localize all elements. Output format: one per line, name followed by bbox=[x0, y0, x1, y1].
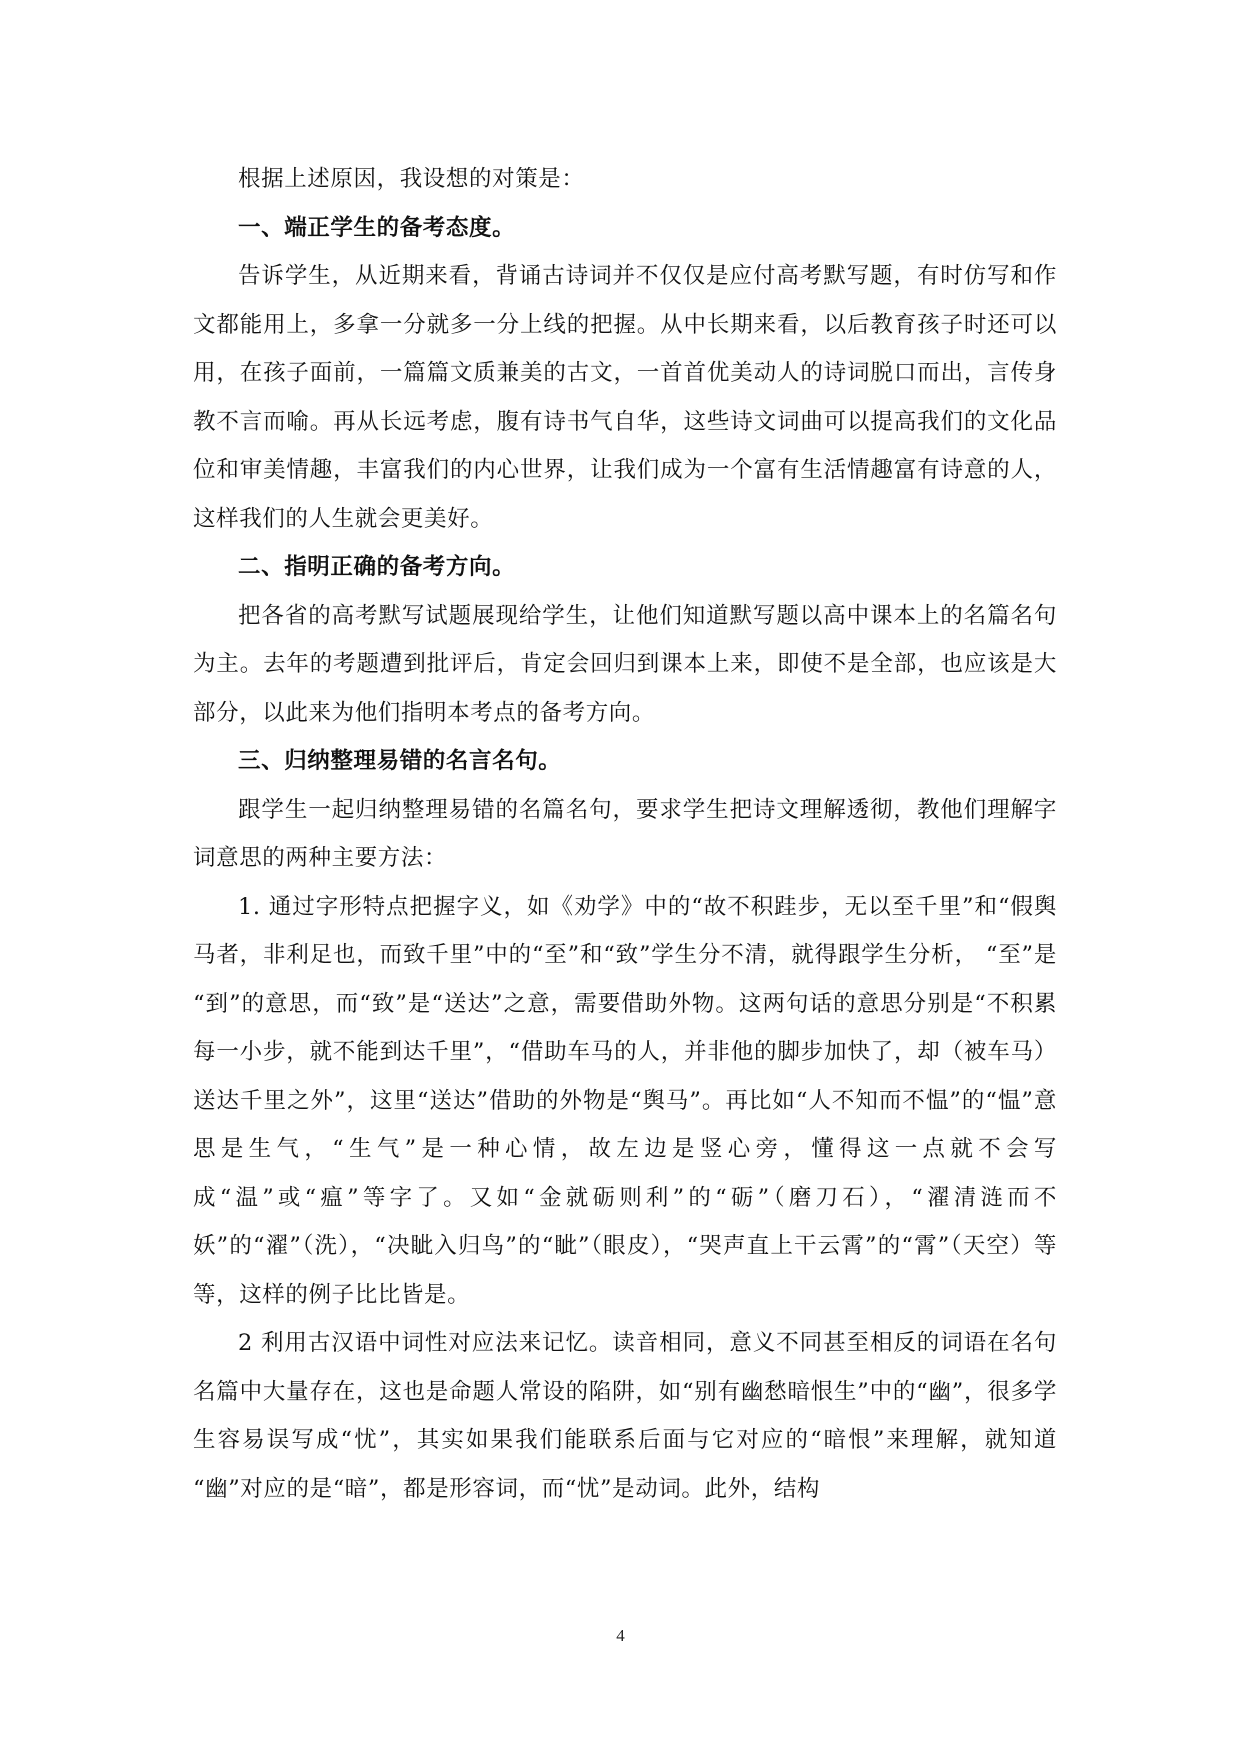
section-heading-3: 三、归纳整理易错的名言名句。 bbox=[238, 748, 562, 774]
paragraph-method-1: 1. 通过字形特点把握字义，如《劝学》中的“故不积跬步，无以至千里”和“假舆马者，非利足也，而致千里”中的“至”和“致”学生分不清，就得跟学生分析， “至”是 “到”的意思，而“致”是“送达”之意，需要借助外物。这两句话的意思分别是“不积累每一小步，就不能到达千里”，“借助车马的人，并非他的脚步加快了，却（被车马）送达千里之外”，这里“送达”借助的外物是“舆马”。再比如“人不知而不愠”的“愠”意思是生气，“生气”是一种心情，故左边是竖心旁，懂得这一点就不会写成“温”或“瘟”等字了。又如“金就砺则利”的“砺”（磨刀石），“濯清涟而不妖”的“濯”（洗），“决眦入归鸟”的“眦”（眼皮），“哭声直上干云霄”的“霄”（天空）等等，这样的例子比比皆是。 bbox=[193, 893, 1057, 1308]
paragraph-intro: 根据上述原因，我设想的对策是： bbox=[238, 166, 585, 192]
paragraph-attitude: 告诉学生，从近期来看，背诵古诗词并不仅仅是应付高考默写题，有时仿写和作文都能用上，多拿一分就多一分上线的把握。从中长期来看，以后教育孩子时还可以用，在孩子面前，一篇篇文质兼美的古文，一首首优美动人的诗词脱口而出，言传身教不言而喻。再从长远考虑，腹有诗书气自华，这些诗文词曲可以提高我们的文化品位和审美情趣，丰富我们的内心世界，让我们成为一个富有生活情趣富有诗意的人，这样我们的人生就会更美好。 bbox=[193, 263, 1057, 532]
section-heading-2: 二、指明正确的备考方向。 bbox=[238, 554, 516, 580]
paragraph-method-2: 2 利用古汉语中词性对应法来记忆。读音相同，意义不同甚至相反的词语在名句名篇中大量存在，这也是命题人常设的陷阱，如“别有幽愁暗恨生”中的“幽”，很多学生容易误写成“忧”，其实如果我们能联系后面与它对应的“暗恨”来理解，就知道 “幽”对应的是“暗”，都是形容词，而“忧”是动词。此外，结构 bbox=[193, 1330, 1057, 1502]
document-body bbox=[193, 155, 1057, 1513]
paragraph-methods-intro: 跟学生一起归纳整理易错的名篇名句，要求学生把诗文理解透彻，教他们理解字词意思的两种主要方法： bbox=[193, 796, 1057, 871]
paragraph-direction: 把各省的高考默写试题展现给学生，让他们知道默写题以高中课本上的名篇名句为主。去年的考题遭到批评后，肯定会回归到课本上来，即使不是全部，也应该是大部分，以此来为他们指明本考点的备考方向。 bbox=[193, 602, 1057, 726]
section-heading-1: 一、端正学生的备考态度。 bbox=[238, 214, 516, 241]
page-number: 4 bbox=[616, 1626, 625, 1645]
